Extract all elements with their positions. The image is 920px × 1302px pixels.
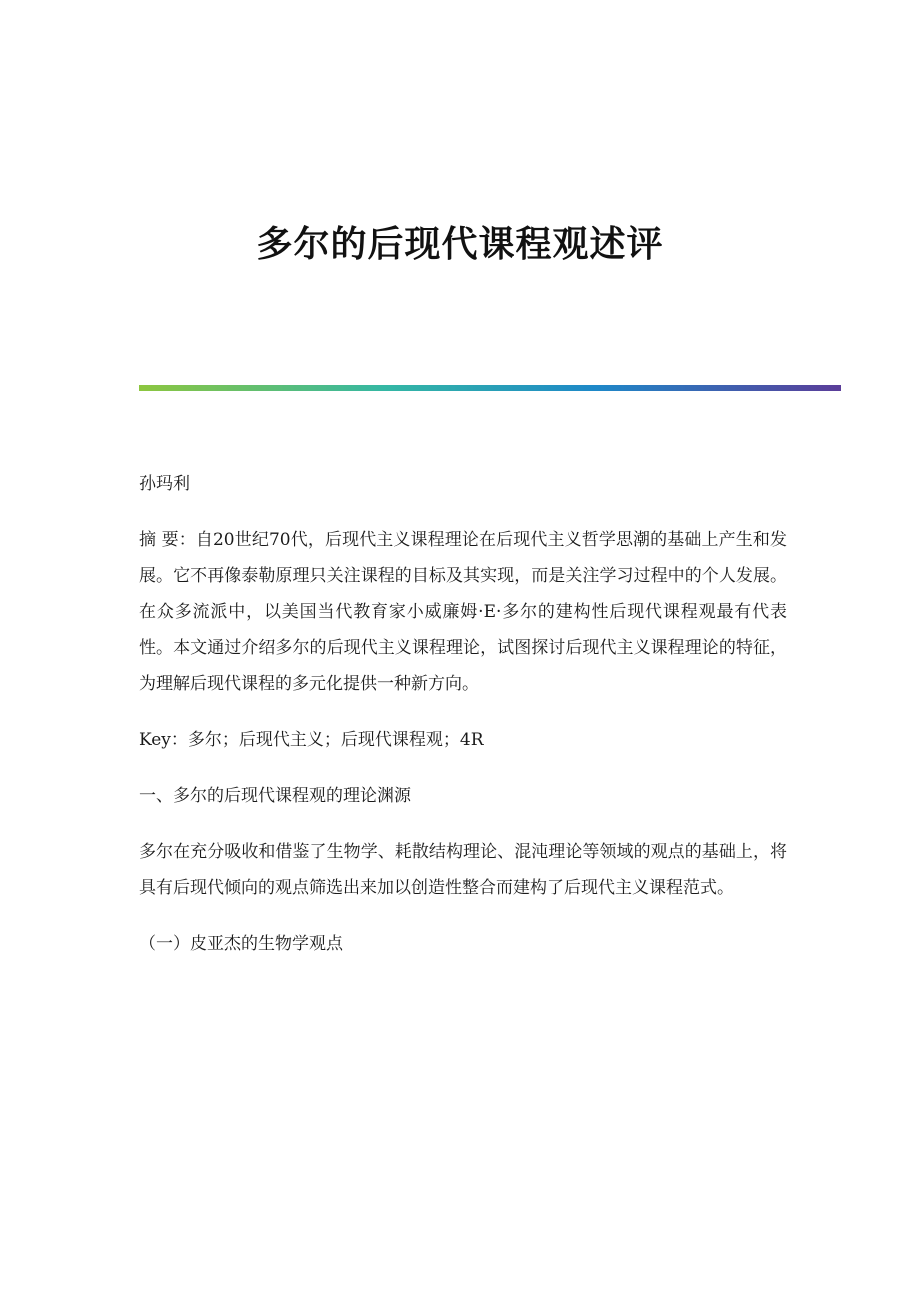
gradient-divider [139,385,841,391]
abstract-text: 自20世纪70代，后现代主义课程理论在后现代主义哲学思潮的基础上产生和发展。它不再像泰勒原理只关注课程的目标及其实现，而是关注学习过程中的个人发展。在众多流派中，以美国当代教育家小威廉姆·E·多尔的建构性后现代课程观最有代表性。本文通过介绍多尔的后现代主义课程理论，试图探讨后现代主义课程理论的特征，为理解后现代课程的多元化提供一种新方向。 [139,530,787,694]
document-body [139,466,787,982]
section-heading: 一、多尔的后现代课程观的理论渊源 [139,786,411,806]
author-name: 孙玛利 [139,474,190,494]
keywords-text: 多尔；后现代主义；后现代课程观；4R [187,730,484,750]
keywords-label: Key： [139,730,188,750]
subsection-heading: （一）皮亚杰的生物学观点 [139,934,343,954]
document-title: 多尔的后现代课程观述评 [256,223,664,265]
keywords-paragraph [139,722,787,758]
abstract-label: 摘 要： [139,530,196,550]
abstract-paragraph [139,522,787,702]
section-paragraph: 多尔在充分吸收和借鉴了生物学、耗散结构理论、混沌理论等领域的观点的基础上，将具有后现代倾向的观点筛选出来加以创造性整合而建构了后现代主义课程范式。 [139,842,787,898]
